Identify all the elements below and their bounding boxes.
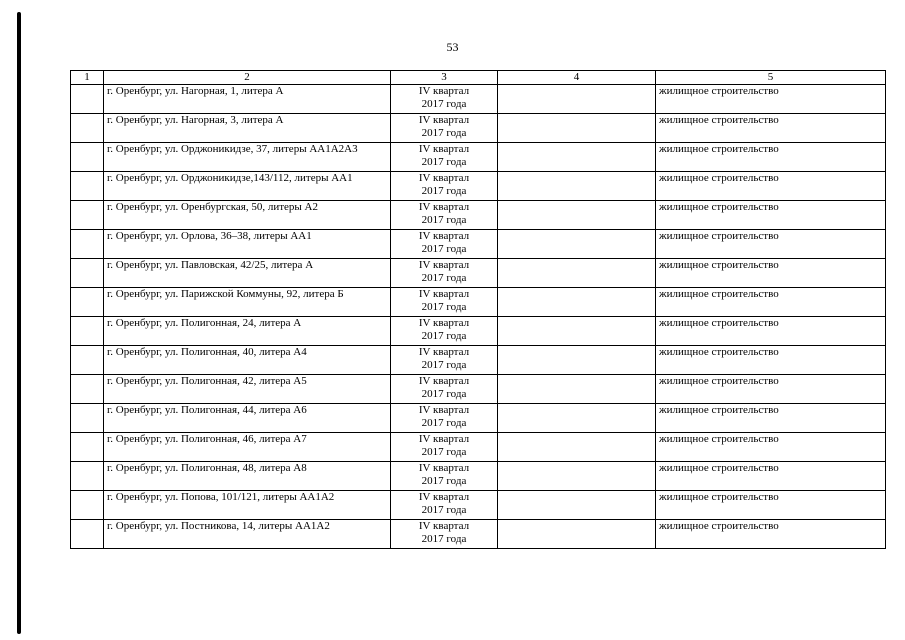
address-cell: г. Оренбург, ул. Орджоникидзе, 37, литеры АА1А2А3	[104, 143, 391, 172]
column-header-1: 1	[71, 71, 104, 85]
address-cell: г. Оренбург, ул. Полигонная, 42, литера А5	[104, 375, 391, 404]
purpose-cell: жилищное строительство	[656, 375, 886, 404]
term-quarter: IV квартал	[418, 375, 470, 387]
purpose-cell: жилищное строительство	[656, 259, 886, 288]
row-number-cell	[71, 259, 104, 288]
empty-cell	[498, 462, 656, 491]
row-number-cell	[71, 375, 104, 404]
term-quarter: IV квартал	[418, 346, 470, 358]
term-cell	[391, 375, 498, 404]
table-row	[71, 404, 886, 433]
term-cell	[391, 288, 498, 317]
empty-cell	[498, 230, 656, 259]
row-number-cell	[71, 230, 104, 259]
term-quarter: IV квартал	[418, 462, 470, 474]
term-cell	[391, 143, 498, 172]
term-quarter: IV квартал	[418, 114, 470, 126]
term-year: 2017 года	[421, 243, 467, 255]
address-cell: г. Оренбург, ул. Полигонная, 46, литера А7	[104, 433, 391, 462]
term-year: 2017 года	[421, 156, 467, 168]
column-header-5: 5	[656, 71, 886, 85]
term-year: 2017 года	[421, 98, 467, 110]
column-header-2: 2	[104, 71, 391, 85]
header-row	[71, 71, 886, 85]
table-row	[71, 230, 886, 259]
term-year: 2017 года	[421, 185, 467, 197]
empty-cell	[498, 346, 656, 375]
empty-cell	[498, 288, 656, 317]
table-row	[71, 288, 886, 317]
term-cell	[391, 520, 498, 549]
row-number-cell	[71, 433, 104, 462]
term-cell	[391, 317, 498, 346]
table-row	[71, 375, 886, 404]
column-header-4: 4	[498, 71, 656, 85]
term-quarter: IV квартал	[418, 172, 470, 184]
row-number-cell	[71, 404, 104, 433]
term-quarter: IV квартал	[418, 491, 470, 503]
term-quarter: IV квартал	[418, 404, 470, 416]
address-cell: г. Оренбург, ул. Полигонная, 48, литера А8	[104, 462, 391, 491]
term-cell	[391, 230, 498, 259]
term-year: 2017 года	[421, 388, 467, 400]
purpose-cell: жилищное строительство	[656, 288, 886, 317]
address-cell: г. Оренбург, ул. Оренбургская, 50, литеры А2	[104, 201, 391, 230]
table-row	[71, 520, 886, 549]
empty-cell	[498, 491, 656, 520]
term-quarter: IV квартал	[418, 85, 470, 97]
empty-cell	[498, 114, 656, 143]
empty-cell	[498, 404, 656, 433]
register-table	[70, 70, 886, 549]
purpose-cell: жилищное строительство	[656, 346, 886, 375]
empty-cell	[498, 259, 656, 288]
table-row	[71, 172, 886, 201]
address-cell: г. Оренбург, ул. Орлова, 36–38, литеры АА1	[104, 230, 391, 259]
empty-cell	[498, 201, 656, 230]
term-year: 2017 года	[421, 301, 467, 313]
table-row	[71, 143, 886, 172]
address-cell: г. Оренбург, ул. Полигонная, 24, литера А	[104, 317, 391, 346]
table-row	[71, 462, 886, 491]
row-number-cell	[71, 317, 104, 346]
empty-cell	[498, 317, 656, 346]
table-row	[71, 201, 886, 230]
address-cell: г. Оренбург, ул. Постникова, 14, литеры АА1А2	[104, 520, 391, 549]
term-cell	[391, 259, 498, 288]
row-number-cell	[71, 201, 104, 230]
empty-cell	[498, 520, 656, 549]
term-cell	[391, 404, 498, 433]
term-year: 2017 года	[421, 359, 467, 371]
term-year: 2017 года	[421, 446, 467, 458]
empty-cell	[498, 375, 656, 404]
term-year: 2017 года	[421, 417, 467, 429]
row-number-cell	[71, 85, 104, 114]
term-cell	[391, 462, 498, 491]
purpose-cell: жилищное строительство	[656, 85, 886, 114]
term-quarter: IV квартал	[418, 433, 470, 445]
purpose-cell: жилищное строительство	[656, 143, 886, 172]
purpose-cell: жилищное строительство	[656, 114, 886, 143]
empty-cell	[498, 433, 656, 462]
term-cell	[391, 201, 498, 230]
term-year: 2017 года	[421, 272, 467, 284]
row-number-cell	[71, 346, 104, 375]
table-body	[71, 85, 886, 549]
term-year: 2017 года	[421, 330, 467, 342]
address-cell: г. Оренбург, ул. Нагорная, 3, литера А	[104, 114, 391, 143]
empty-cell	[498, 172, 656, 201]
purpose-cell: жилищное строительство	[656, 317, 886, 346]
row-number-cell	[71, 491, 104, 520]
table-row	[71, 259, 886, 288]
address-cell: г. Оренбург, ул. Орджоникидзе,143/112, литеры АА1	[104, 172, 391, 201]
term-year: 2017 года	[421, 504, 467, 516]
term-quarter: IV квартал	[418, 317, 470, 329]
empty-cell	[498, 85, 656, 114]
table-row	[71, 114, 886, 143]
row-number-cell	[71, 114, 104, 143]
term-quarter: IV квартал	[418, 520, 470, 532]
table-row	[71, 85, 886, 114]
page-number: 53	[446, 40, 459, 54]
term-quarter: IV квартал	[418, 201, 470, 213]
address-cell: г. Оренбург, ул. Парижской Коммуны, 92, литера Б	[104, 288, 391, 317]
term-cell	[391, 114, 498, 143]
empty-cell	[498, 143, 656, 172]
column-header-3: 3	[391, 71, 498, 85]
term-cell	[391, 433, 498, 462]
address-cell: г. Оренбург, ул. Полигонная, 44, литера А6	[104, 404, 391, 433]
row-number-cell	[71, 143, 104, 172]
table-row	[71, 491, 886, 520]
address-cell: г. Оренбург, ул. Павловская, 42/25, литера А	[104, 259, 391, 288]
term-quarter: IV квартал	[418, 143, 470, 155]
address-cell: г. Оренбург, ул. Полигонная, 40, литера А4	[104, 346, 391, 375]
term-cell	[391, 491, 498, 520]
term-year: 2017 года	[421, 214, 467, 226]
purpose-cell: жилищное строительство	[656, 491, 886, 520]
purpose-cell: жилищное строительство	[656, 404, 886, 433]
purpose-cell: жилищное строительство	[656, 172, 886, 201]
purpose-cell: жилищное строительство	[656, 520, 886, 549]
row-number-cell	[71, 172, 104, 201]
purpose-cell: жилищное строительство	[656, 433, 886, 462]
purpose-cell: жилищное строительство	[656, 230, 886, 259]
term-quarter: IV квартал	[418, 230, 470, 242]
purpose-cell: жилищное строительство	[656, 201, 886, 230]
term-cell	[391, 85, 498, 114]
address-cell: г. Оренбург, ул. Нагорная, 1, литера А	[104, 85, 391, 114]
row-number-cell	[71, 462, 104, 491]
term-year: 2017 года	[421, 475, 467, 487]
purpose-cell: жилищное строительство	[656, 462, 886, 491]
row-number-cell	[71, 288, 104, 317]
term-cell	[391, 346, 498, 375]
term-quarter: IV квартал	[418, 259, 470, 271]
table-row	[71, 346, 886, 375]
term-year: 2017 года	[421, 533, 467, 545]
table-row	[71, 433, 886, 462]
term-year: 2017 года	[421, 127, 467, 139]
address-cell: г. Оренбург, ул. Попова, 101/121, литеры АА1А2	[104, 491, 391, 520]
scan-edge-line	[17, 12, 21, 634]
row-number-cell	[71, 520, 104, 549]
term-cell	[391, 172, 498, 201]
term-quarter: IV квартал	[418, 288, 470, 300]
table-row	[71, 317, 886, 346]
